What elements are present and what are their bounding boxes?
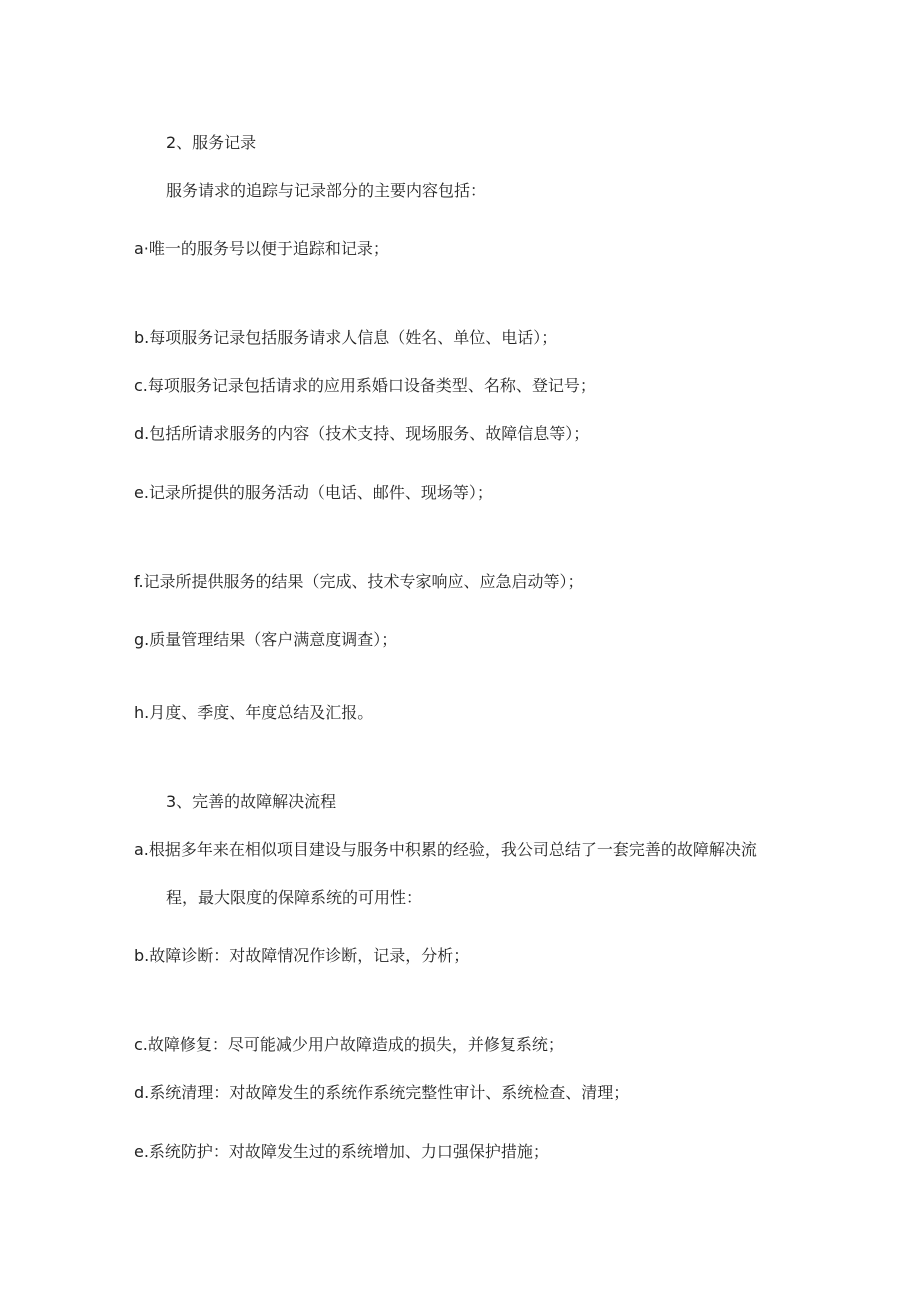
list-item: b.每项服务记录包括服务请求人信息（姓名、单位、电话）； — [134, 328, 558, 347]
list-item: e.系统防护：对故障发生过的系统增加、力口强保护措施； — [134, 1142, 549, 1161]
section-3-heading: 3、完善的故障解决流程 — [166, 792, 337, 811]
list-item: g.质量管理结果（客户满意度调查）； — [134, 630, 398, 649]
list-item-continuation: 程，最大限度的保障系统的可用性： — [166, 888, 423, 907]
list-item: c.故障修复：尽可能减少用户故障造成的损失，并修复系统； — [134, 1035, 564, 1054]
list-item: h.月度、季度、年度总结及汇报。 — [134, 703, 374, 722]
list-item: f.记录所提供服务的结果（完成、技术专家响应、应急启动等）； — [134, 572, 584, 591]
list-item: d.系统清理：对故障发生的系统作系统完整性审计、系统检查、清理； — [134, 1083, 630, 1102]
list-item: b.故障诊断：对故障情况作诊断，记录，分析； — [134, 946, 470, 965]
list-item: a·唯一的服务号以便于追踪和记录； — [134, 239, 389, 258]
list-item: e.记录所提供的服务活动（电话、邮件、现场等）； — [134, 483, 493, 502]
section-2-intro: 服务请求的追踪与记录部分的主要内容包括： — [166, 181, 487, 200]
section-2-heading: 2、服务记录 — [166, 133, 257, 152]
list-item: a.根据多年来在相似项目建设与服务中积累的经验，我公司总结了一套完善的故障解决流 — [134, 840, 757, 859]
list-item: c.每项服务记录包括请求的应用系婚口设备类型、名称、登记号； — [134, 376, 596, 395]
list-item: d.包括所请求服务的内容（技术支持、现场服务、故障信息等）； — [134, 424, 590, 443]
